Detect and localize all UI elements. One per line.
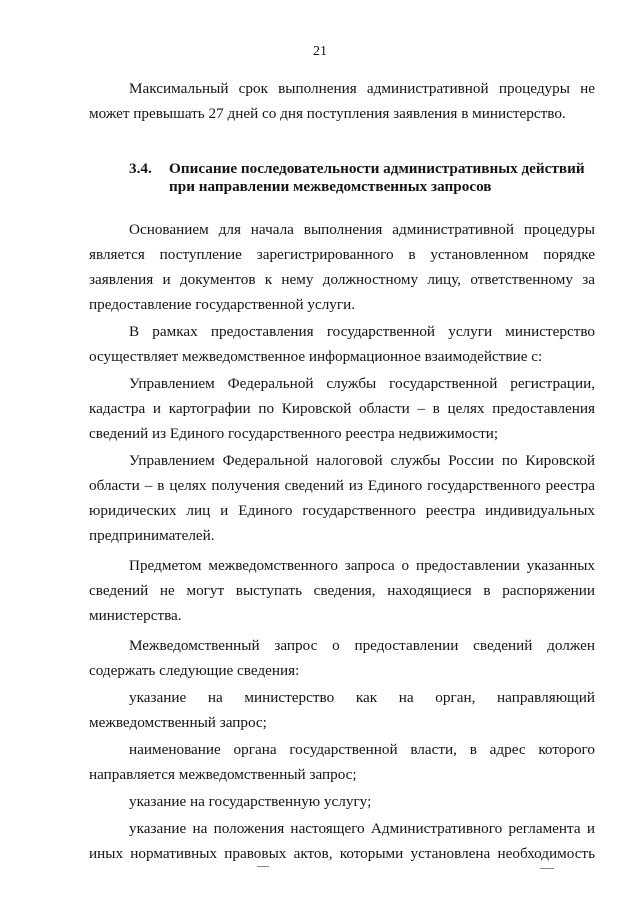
paragraph-max-term: Максимальный срок выполнения административной процедуры не может превышать 27 дней со дня поступления заявления в министерство. (89, 80, 595, 122)
list-item-authority: наименование органа государственной власти, в адрес которого направляется межведомственный запрос; (89, 741, 595, 783)
paragraph-tax-service: Управлением Федеральной налоговой службы России по Кировской области – в целях получения сведений из Единого государственного реестра юридических лиц и Единого государственного реестра индивидуальных предпринимателей. (89, 452, 595, 544)
scan-mark (540, 868, 554, 869)
section-title-line-1: Описание последовательности административных действий (169, 160, 585, 177)
section-heading (89, 160, 595, 196)
section-title (169, 160, 595, 196)
document-body (89, 76, 595, 866)
page-number: 21 (313, 44, 327, 59)
paragraph-basis: Основанием для начала выполнения административной процедуры является поступление зарегистрированного в установленном порядке заявления и документов к нему должностному лицу, ответственному за предоставление государственной услуги. (89, 221, 595, 313)
paragraph-interaction: В рамках предоставления государственной услуги министерство осуществляет межведомственное информационное взаимодействие с: (89, 323, 595, 365)
list-item-service: указание на государственную услугу; (129, 793, 372, 810)
paragraph-rosreestr: Управлением Федеральной службы государственной регистрации, кадастра и картографии по Кировской области – в целях предоставления сведений из Единого государственного реестра недвижимости; (89, 375, 595, 442)
section-title-line-2: при направлении межведомственных запросов (169, 178, 492, 195)
list-item-ministry: указание на министерство как на орган, направляющий межведомственный запрос; (89, 689, 595, 731)
paragraph-subject: Предметом межведомственного запроса о предоставлении указанных сведений не могут выступать сведения, находящиеся в распоряжении министерства. (89, 557, 595, 624)
paragraph-request-content: Межведомственный запрос о предоставлении сведений должен содержать следующие сведения: (89, 637, 595, 679)
section-number: 3.4. (129, 160, 152, 177)
scan-mark (257, 866, 269, 867)
list-item-regulation: указание на положения настоящего Административного регламента и иных нормативных правовых актов, которыми установлена необходимость (89, 820, 595, 862)
